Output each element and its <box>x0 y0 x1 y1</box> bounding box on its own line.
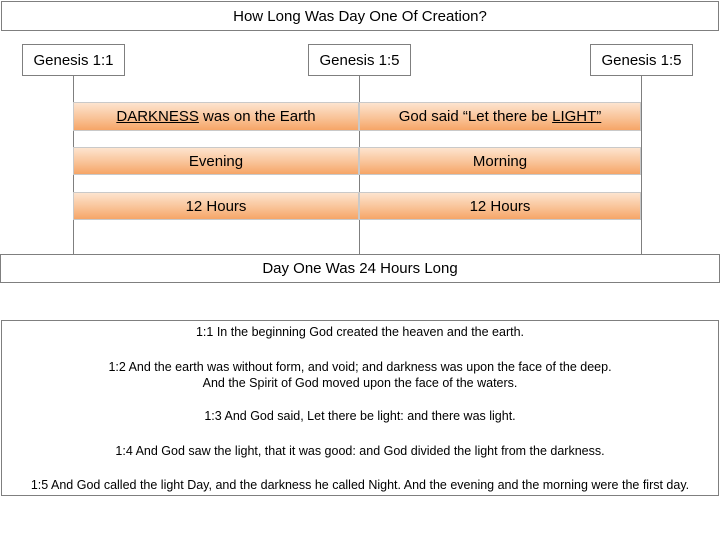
darkness-word: DARKNESS <box>116 108 199 125</box>
timeline-line-right <box>641 76 642 254</box>
morning-bar <box>359 147 641 175</box>
light-prefix: God said “Let there be <box>398 108 553 125</box>
verse-1-5: 1:5 And God called the light Day, and the darkness he called Night. And the evening and the morning were the first day. <box>30 478 690 492</box>
verse-1-2-line2: And the Spirit of God moved upon the face of the waters. <box>202 376 518 390</box>
page-title <box>1 1 719 31</box>
reference-right-label: Genesis 1:5 <box>601 51 682 69</box>
verse-1-2-line1: 1:2 And the earth was without form, and void; and darkness was upon the face of the deep. <box>108 360 612 374</box>
right-hours-bar <box>359 192 641 220</box>
summary-box <box>0 254 720 283</box>
darkness-bar <box>73 102 359 131</box>
reference-genesis-1-5-right <box>590 44 693 76</box>
darkness-label <box>116 108 315 125</box>
reference-left-label: Genesis 1:1 <box>33 51 114 69</box>
verse-1-1: 1:1 In the beginning God created the heaven and the earth. <box>195 325 525 339</box>
scripture-box <box>1 320 719 496</box>
morning-label: Morning <box>472 152 528 170</box>
reference-middle-label: Genesis 1:5 <box>319 51 400 69</box>
reference-genesis-1-5-middle <box>308 44 411 76</box>
darkness-rest: was on the Earth <box>198 108 316 125</box>
right-hours-label: 12 Hours <box>469 197 531 215</box>
evening-bar <box>73 147 359 175</box>
reference-genesis-1-1 <box>22 44 125 76</box>
light-word: LIGHT” <box>552 108 602 125</box>
page-title-text: How Long Was Day One Of Creation? <box>233 7 487 25</box>
summary-text: Day One Was 24 Hours Long <box>262 260 458 277</box>
verse-1-4: 1:4 And God saw the light, that it was good: and God divided the light from the darkness. <box>115 444 605 458</box>
evening-label: Evening <box>188 152 244 170</box>
left-hours-label: 12 Hours <box>185 197 247 215</box>
left-hours-bar <box>73 192 359 220</box>
light-label <box>399 108 602 125</box>
light-bar <box>359 102 641 131</box>
verse-1-3: 1:3 And God said, Let there be light: and there was light. <box>204 409 516 423</box>
